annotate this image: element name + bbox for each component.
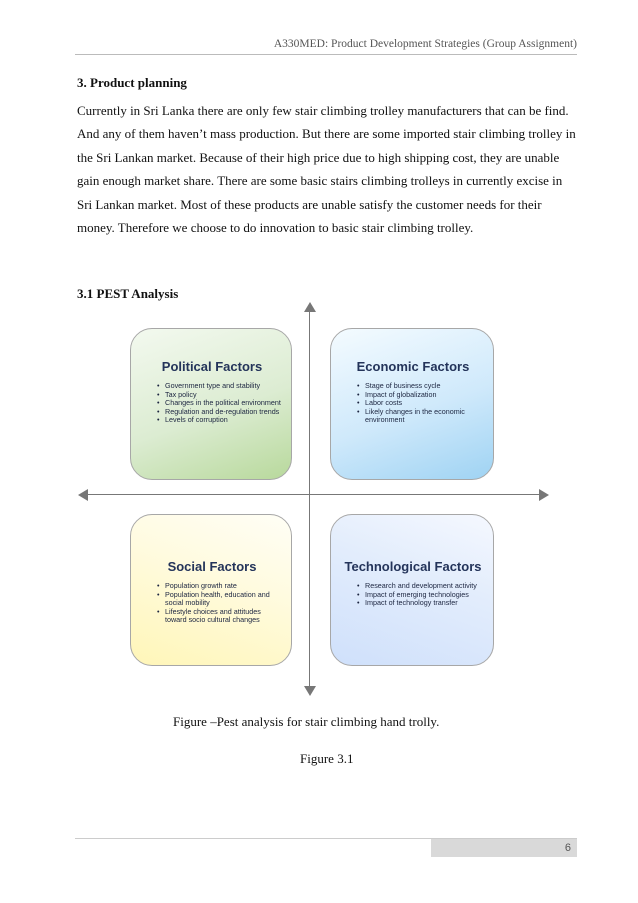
list-item: • Levels of corruption — [157, 416, 281, 425]
running-header: A330MED: Product Development Strategies (Group Assignment) — [75, 38, 577, 55]
list-item: • Changes in the political environment — [157, 399, 281, 408]
pest-diagram — [78, 302, 550, 694]
arrow-down-icon — [304, 686, 316, 696]
economic-factors-list — [343, 382, 483, 425]
social-factors-list — [143, 582, 281, 625]
list-item: • Impact of emerging technologies — [357, 591, 483, 600]
arrow-up-icon — [304, 302, 316, 312]
list-item: • Labor costs — [357, 399, 483, 408]
social-factors-title: Social Factors — [167, 559, 257, 574]
list-item: • Lifestyle choices and attitudes toward socio cultural changes — [157, 608, 281, 625]
social-factors-box — [130, 514, 292, 666]
figure-number: Figure 3.1 — [300, 751, 354, 766]
list-item: • Population growth rate — [157, 582, 281, 591]
section-title-product-planning: 3. Product planning — [77, 75, 187, 90]
page-number: 6 — [431, 839, 577, 857]
list-item: • Research and development activity — [357, 582, 483, 591]
economic-factors-title: Economic Factors — [356, 359, 470, 374]
arrow-right-icon — [539, 489, 549, 501]
list-item: • Stage of business cycle — [357, 382, 483, 391]
arrow-left-icon — [78, 489, 88, 501]
political-factors-box — [130, 328, 292, 480]
technological-factors-title: Technological Factors — [344, 559, 482, 574]
technological-factors-list — [343, 582, 483, 608]
section-title-pest-analysis: 3.1 PEST Analysis — [77, 286, 179, 301]
list-item: • Government type and stability — [157, 382, 281, 391]
list-item: • Tax policy — [157, 391, 281, 400]
political-factors-list — [143, 382, 281, 425]
political-factors-title: Political Factors — [161, 359, 263, 374]
product-planning-paragraph: Currently in Sri Lanka there are only few stair climbing trolley manufacturers that can be find. And any of them haven’t mass production. But there are some imported stair climbing trolley in the Sri Lankan market. Because of their high price due to high shipping cost, they are unable gain enough market share. There are some basic stairs climbing trolleys in currently excise in Sri Lankan market. Most of these products are unable satisfy the customer needs for their money. Therefore we choose to do innovation to basic stair climbing trolley. — [77, 103, 576, 236]
list-item: • Regulation and de-regulation trends — [157, 408, 281, 417]
technological-factors-box — [330, 514, 494, 666]
list-item: • Impact of technology transfer — [357, 599, 483, 608]
vertical-axis — [309, 308, 310, 690]
list-item: • Impact of globalization — [357, 391, 483, 400]
list-item: • Population health, education and social mobility — [157, 591, 281, 608]
figure-caption: Figure –Pest analysis for stair climbing hand trolly. — [173, 714, 440, 729]
list-item: • Likely changes in the economic environment — [357, 408, 483, 425]
horizontal-axis — [84, 494, 542, 495]
economic-factors-box — [330, 328, 494, 480]
